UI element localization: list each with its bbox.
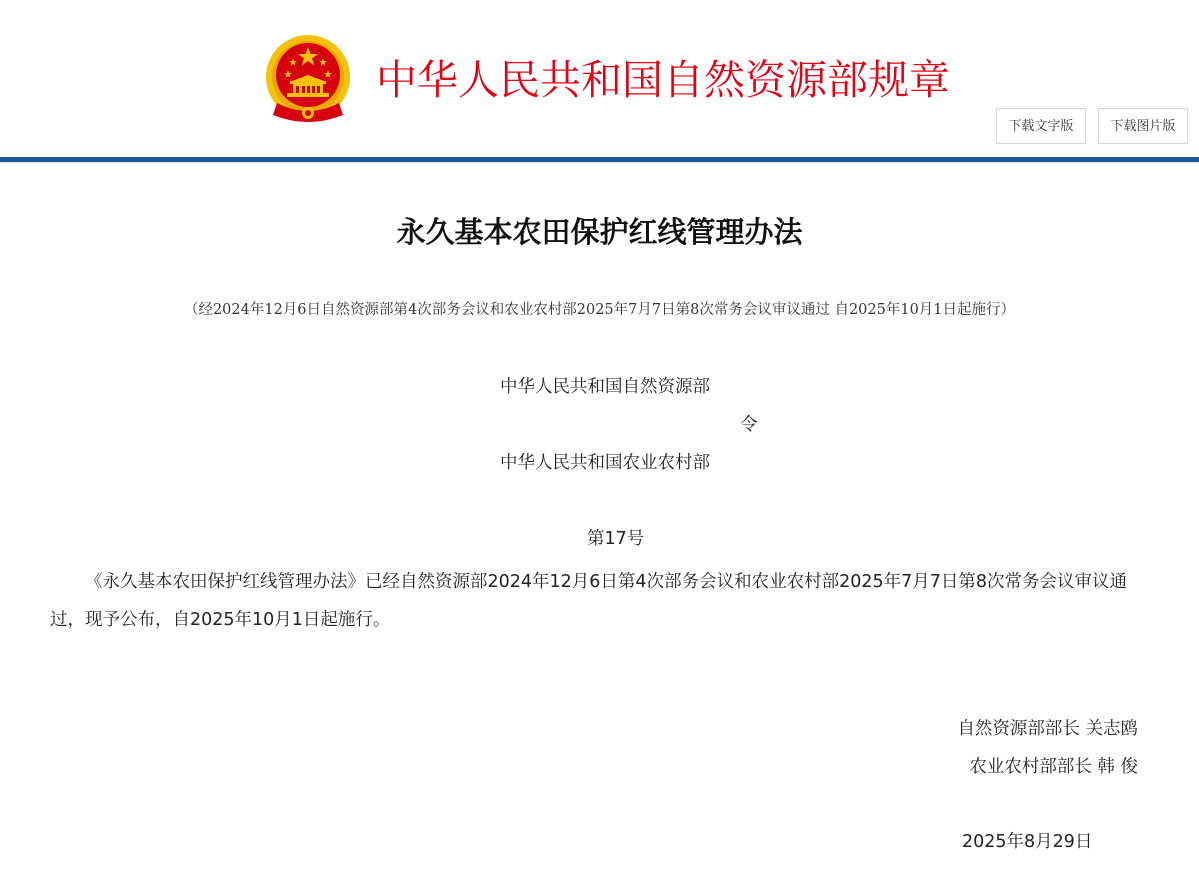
issue-date: 2025年8月29日 [962, 832, 1093, 852]
page-header [0, 0, 1199, 162]
signature-agriculture-minister: 农业农村部部长 韩 俊 [969, 757, 1138, 777]
national-emblem-icon [263, 33, 353, 125]
download-image-version-button[interactable]: 下载图片版 [1098, 108, 1188, 144]
download-text-version-button[interactable]: 下载文字版 [996, 108, 1086, 144]
signature-natural-resources-minister: 自然资源部部长 关志鸥 [957, 719, 1138, 739]
adoption-note: （经2024年12月6日自然资源部第4次部务会议和农业农村部2025年7月7日第8次常务会议审议通过 自2025年10月1日起施行） [183, 302, 1016, 318]
header-divider-shadow [0, 162, 1199, 163]
site-title: 中华人民共和国自然资源部规章 [376, 56, 950, 104]
order-number: 第17号 [587, 529, 645, 549]
order-body-paragraph: 《永久基本农田保护红线管理办法》已经自然资源部2024年12月6日第4次部务会议和农业农村部2025年7月7日第8次常务会议审议通过，现予公布，自2025年10月1日起施行。 [50, 572, 1128, 630]
issuer-ministry-agriculture: 中华人民共和国农业农村部 [500, 453, 710, 473]
document-title: 永久基本农田保护红线管理办法 [396, 215, 803, 249]
issuer-ministry-natural-resources: 中华人民共和国自然资源部 [500, 377, 710, 397]
order-character: 令 [740, 415, 758, 435]
